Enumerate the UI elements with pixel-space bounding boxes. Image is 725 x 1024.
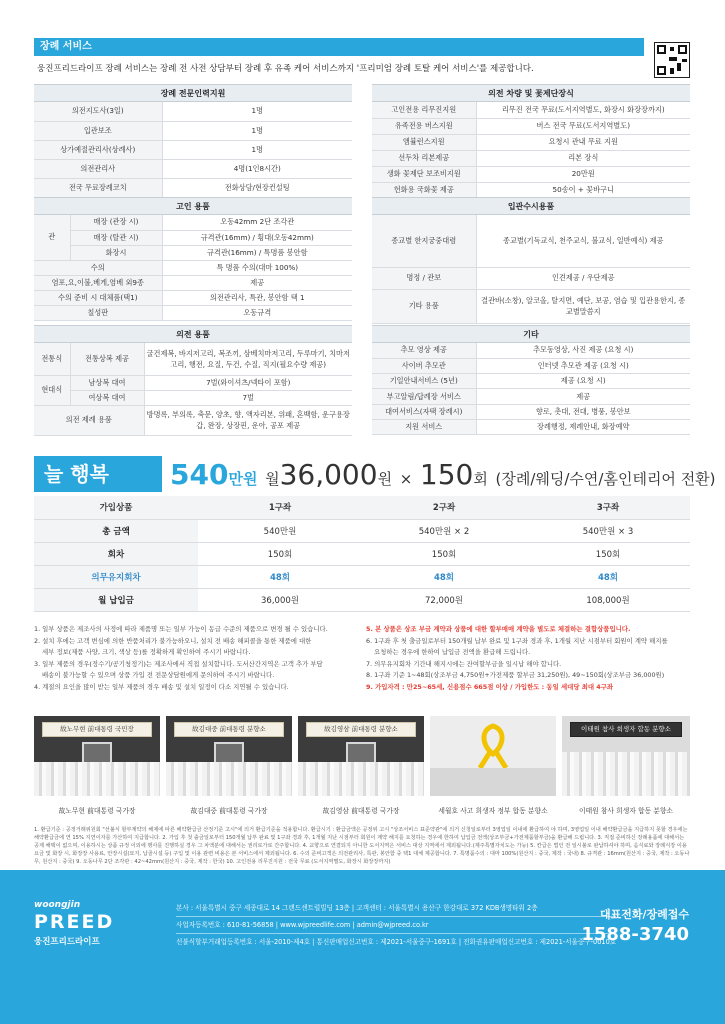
table-row [34,215,352,230]
photo-caption: 故노무현 前대통령 국가장 [58,807,136,815]
row-label: 월 납입금 [34,588,198,611]
table-row [372,358,690,373]
table-row [372,289,690,323]
row-value: 버스 전국 무료(도서지역별도) [476,118,690,134]
note-item: 세부 정보(제품 사양, 크기, 색상 등)를 정확하게 확인하여 주시기 바랍니다. [42,648,251,656]
table-row [34,305,352,320]
row-value: 특 명품 수의(대마 100%) [162,260,352,275]
row-label: 선두차 리본제공 [372,150,476,166]
table-cell: 150회 [526,542,690,565]
row-label: 남상복 대여 [70,375,144,390]
ceremony-header: 의전 용품 [34,325,352,343]
table-row [372,267,690,289]
company-contact[interactable]: 사업자등록번호 : 610-81-56858 | www.wjpreedlife.com | admin@wjpreed.co.kr [176,916,616,933]
row-label: 매장 (관장 시) [70,215,162,230]
section-title-bar [34,38,644,56]
flower-altar [298,762,424,796]
qr-code-icon[interactable] [654,42,690,78]
row-label: 여상복 대여 [70,390,144,405]
row-label: 전통상복 제공 [70,343,144,375]
row-value: 규격관(16mm) / 횡대(오동42mm) [162,230,352,245]
table-cell: 540만원 × 2 [362,519,526,542]
row-label: 생화 꽃제단 보조비지원 [372,166,476,182]
goods-header: 고인 용품 [34,197,352,215]
photo-caption: 이태원 참사 희생자 합동 분향소 [579,807,673,815]
table-row [372,134,690,150]
row-label: 화장시 [70,245,162,260]
group-label: 전통식 [34,343,70,375]
plan-price-line [170,458,716,491]
table-cell: 108,000원 [526,588,690,611]
row-label: 대여서비스(자택 장례시) [372,404,476,419]
row-label: 의전 제례 용품 [34,405,144,435]
photo-caption: 故김대중 前대통령 국가장 [190,807,268,815]
row-value: 리본 장식 [476,150,690,166]
row-value: 7벌 [144,390,352,405]
row-label: 명정 / 관보 [372,267,476,289]
plan-price-unit: 만원 [228,470,258,488]
row-label: 의전지도사(3일) [34,102,162,121]
row-label: 사이버 추모관 [372,358,476,373]
table-row [372,389,690,404]
column-header: 2구좌 [362,496,526,519]
notes-right [366,624,690,693]
plan-times: × [399,470,413,488]
note-item: 5. 본 상품은 상조 부금 계약과 상품에 대한 할부매매 계약을 별도로 체결하는 결합상품입니다. [366,625,631,633]
row-label: 부고알림/답례장 서비스 [372,389,476,404]
table-row [372,343,690,358]
table-cell: 540만원 [198,519,362,542]
etc-header: 기타 [372,325,690,343]
row-label: 헌화용 국화꽃 제공 [372,182,476,198]
row-label: 매장 (탈관 시) [70,230,162,245]
logo-korean: 웅진프리드라이프 [34,937,100,947]
row-value: 의전관리사, 특관, 봉안함 택 1 [162,290,352,305]
row-value: 장례행정, 제례안내, 화장예약 [476,419,690,434]
row-value: 리무진 전국 무료(도서지역별도, 화장시 화장장까지) [476,102,690,118]
photo-caption: 故김영삼 前대통령 국가장 [322,807,400,815]
photo-banner: 故김영삼 前대통령 분향소 [306,722,416,737]
burial-header: 입관수시용품 [372,197,690,215]
table-row [372,215,690,267]
table-row [34,565,690,588]
table-row [34,588,690,611]
flower-altar [166,762,292,796]
row-value: 규격관(16mm) / 특명품 봉안함 [162,245,352,260]
row-label: 수의 [34,260,162,275]
photo-roh-memorial [34,716,160,796]
note-item: 4. 계절의 요인을 많이 받는 일부 제품의 경우 배송 및 설치 일정이 다소 지연될 수 있습니다. [34,682,289,691]
table-row [34,519,690,542]
row-value: 1명 [162,102,352,121]
plan-types: (장례/웨딩/수연/홈인테리어 전환) [495,470,716,488]
plan-monthly-label: 월 [265,470,280,488]
phone-block[interactable] [581,906,689,945]
plan-badge: 늘 행복 [34,456,162,492]
note-item: 요청하는 경우에 한하여 납입금 전액을 환급해 드립니다. [374,648,531,656]
flower-altar [562,752,690,796]
row-value: 방명록, 부의록, 축문, 양초, 향, 액자리본, 위패, 혼백함, 운구용장갑, 완장, 상장핀, 운아, 공포 제공 [144,405,352,435]
table-row [34,102,352,121]
table-cell: 540만원 × 3 [526,519,690,542]
company-registration: 선불식할부거래업등록번호 : 서울-2010-제4호 | 통신판매업신고번호 : 제2021-서울중구-1691호 | 전화권유판매업신고번호 : 제2021-서울중구-0010호 [176,933,616,950]
plan-count-unit: 회 [473,470,488,488]
row-label: 수의 준비 시 대체품(택1) [34,290,162,305]
note-item: 1. 일부 상품은 제조사의 사정에 따라 제품명 또는 일부 가능이 동급 수준의 제품으로 변경 될 수 있습니다. [34,625,328,633]
photo-kimys-memorial [298,716,424,796]
plan-price: 540 [170,458,229,491]
intro-text: 웅진프리드라이프 장례 서비스는 장례 전 사전 상담부터 장례 후 유족 케어 서비스까지 '프리미엄 장례 토탈 케어 서비스'를 제공합니다. [37,64,534,74]
portrait-image [214,742,244,764]
table-row [372,102,690,118]
table-row [34,290,352,305]
company-info [176,900,616,950]
etc-table [372,343,690,435]
plan-monthly-unit: 원 [377,470,393,488]
photo-banner: 이태원 참사 희생자 합동 분향소 [570,722,682,737]
photo-kimdj-memorial [166,716,292,796]
company-logo [34,900,114,947]
row-label: 종교별 한지궁중대렴 [372,215,476,267]
phone-number[interactable]: 1588-3740 [581,924,689,945]
yellow-ribbon-icon [430,716,556,796]
company-address: 본사 : 서울특별시 중구 세종대로 14 그랜드센트럴빌딩 13층 | 고객센터 : 서울특별시 용산구 한강대로 372 KDB생명타워 2층 [176,904,538,912]
note-item: 9. 가입자격 : 만25~65세, 신용점수 665점 이상 / 가입한도 : 동일 세대당 최대 4구좌 [366,682,614,691]
row-value: 1명 [162,140,352,159]
row-label: 총 금액 [34,519,198,542]
table-row [34,542,690,565]
row-value: 인터넷 추모관 제공 (요청 시) [476,358,690,373]
flower-altar [34,762,160,796]
vehicle-header: 의전 차량 및 꽃제단장식 [372,84,690,102]
row-value: 요청시 관내 무료 지원 [476,134,690,150]
plan-monthly: 36,000 [279,458,378,491]
note-item: 6. 1구좌 후 첫 출금일로부터 150개월 납부 완료 및 1구좌 경과 후, 1개월 지난 시점부터 회원이 계약 해지를 [366,636,668,645]
note-item: 8. 1구좌 기준 1~48회(상조부금 4,750원+가전제품 할부금 31,250원), 49~150회(상조부금 36,000원) [366,671,665,679]
photo-itaewon-memorial [562,716,690,796]
row-label: 상가예절관리사(상례사) [34,140,162,159]
note-item: 3. 일부 제품의 경우(정수기/공기청정기)는 제조사에서 직접 설치합니다. 도서산간지역은 고객 추가 부담 [34,659,323,668]
row-value: 4명(1인8시간) [162,159,352,178]
note-item: 배송이 불가능할 수 있으며 상품 가입 전 전문상담원에게 문의하여 주시기 바랍니다. [42,671,275,679]
table-row [34,343,352,375]
row-label: 의무유지회차 [34,565,198,588]
row-value: 결관바(소창), 알코올, 탈지면, 예단, 보공, 염습 및 입관용한지, 종교별말씀지 [476,289,690,323]
table-header-row [34,496,690,519]
logo-main: PREED [34,911,115,933]
table-row [34,245,352,260]
photo-caption: 세월호 사고 희생자 정부 합동 분향소 [438,807,548,815]
row-value: 전화상담/현장컨설팅 [162,178,352,197]
row-label: 기타 용품 [372,289,476,323]
table-row [34,230,352,245]
table-cell: 48회 [362,565,526,588]
row-value: 50송이 + 꽃바구니 [476,182,690,198]
notes-left [34,624,362,693]
table-row [372,374,690,389]
staff-table [34,102,352,198]
row-value: 1명 [162,121,352,140]
column-header: 3구좌 [526,496,690,519]
row-label: 칠성판 [34,305,162,320]
table-row [34,140,352,159]
table-row [372,419,690,434]
table-cell: 48회 [198,565,362,588]
table-row [34,159,352,178]
column-header: 가입상품 [34,496,198,519]
row-value: 20만원 [476,166,690,182]
row-label: 염포,요,이불,베게,염베 외9종 [34,275,162,290]
table-row [372,150,690,166]
burial-table [372,215,690,324]
note-item: 2. 설치 후에는 고객 변심에 의한 반품처리가 불가능하오니, 설치 전 배송 해피콜을 통한 제품에 대한 [34,636,312,645]
logo-top: woongjin [34,900,81,910]
section-title: 장례 서비스 [40,41,92,52]
row-label: 입관보조 [34,121,162,140]
row-value: 인견제공 / 우단제공 [476,267,690,289]
ceremony-table [34,343,352,436]
table-cell: 72,000원 [362,588,526,611]
portrait-image [346,742,376,764]
row-label: 의전관리사 [34,159,162,178]
row-label: 전국 무료장례코치 [34,178,162,197]
goods-table [34,215,352,321]
row-value: 제공 (요청 시) [476,374,690,389]
vehicle-table [372,102,690,199]
table-row [34,178,352,197]
group-label: 현대식 [34,375,70,405]
table-row [34,121,352,140]
plan-table [34,496,690,612]
table-row [372,404,690,419]
row-value: 향로, 촛대, 전대, 병풍, 봉안보 [476,404,690,419]
photo-banner: 故노무현 前대통령 국민장 [42,722,152,737]
row-label: 앰뷸런스지원 [372,134,476,150]
table-cell: 150회 [362,542,526,565]
table-cell: 36,000원 [198,588,362,611]
plan-count: 150 [419,458,474,491]
photo-sewol-memorial [430,716,556,796]
row-label: 고인전용 리무진지원 [372,102,476,118]
plan-summary [34,456,716,492]
table-row [34,405,352,435]
row-label: 기일안내서비스 (5년) [372,374,476,389]
table-row [34,375,352,390]
row-label: 지원 서비스 [372,419,476,434]
row-value: 오동42mm 2단 조각관 [162,215,352,230]
row-label: 회차 [34,542,198,565]
row-label: 추모 영상 제공 [372,343,476,358]
row-value: 제공 [162,275,352,290]
staff-header: 장례 전문인력지원 [34,84,352,102]
table-row [34,275,352,290]
phone-label: 대표전화/장례접수 [599,908,689,921]
table-row [372,166,690,182]
table-row [372,182,690,198]
column-header: 1구좌 [198,496,362,519]
footer [0,870,725,1024]
fine-print: 1. 환급기준 : 공정거래위원회 "선불식 할부계약의 해제에 따른 해약환급금 산정기준 고시"에 의거 환급기준을 적용합니다. 환급시기 : 환급금액은 공정위 고시 "상조서비스 표준약관"에 의거 신청일로부터 3영업일 이내에 환급하여 야 하며, 3영업일 이내 해약환급금을 지급하지 못할 경우에는 해약환급금에 연 15% 지연이자를 가산하여 지급합니다. 2. 가입 후 첫 출금일로부터 150개월 납부 완료 및 1구좌 경과 후, 1개월 지난 시점부터 회원이 계약 해지를 요청하는 경우에 한하여 납입금 전액(상조부금+가전제품할부금)을 환급해 드립니다. 3. 직접 준비하신 장례용품에 대해서는 공제 해택이 없으며, 이용하시는 상품 규정 이외에 행사를 진행하실 경우 그 차액분에 대해서는 권리로가로 간주합니다. 4. 교향으로 연결되지 아니한 도서지역은 서비스 대상 지역에서 제외됩니다.(제주특별자치도는 가능) 5. 칸급은 법인 전 일시불로 완납하셔야 하며, 음식료와 장례식장 이용요금 및 화장 시, 화장장 사용료, 안장시설(묘지, 납골시설 등) 구입 및 이용 관련 비용은 본 서비스에서 제외됩니다. 6. 수의 준비고객은 의전관리사, 특관, 봉안함 중 택1 대체 제공합니다. 7. 특명품수의 : 대마 100%(원산지 : 중국, 제작 : 국내) 8. 규격관 : 16mm(원산지 : 중국, 제작 : 오동나무, 원산지 : 중국) 9. 오동나무 2단 조각관 : 42~42mm(원산지 : 중국, 제작 : 한국) 10. 고인전용 리무진지원 : 전국 무료 (도서지역별도, 화장시 화장장까지) [34,827,690,865]
photo-banner: 故김대중 前대통령 분향소 [174,722,284,737]
row-value: 오동규격 [162,305,352,320]
row-value: 종교별(기독교식, 천주교식, 불교식, 일반예식) 제공 [476,215,690,267]
row-value: 굴건제복, 바지저고리, 복조끼, 삼베치마저고리, 두루마기, 치마저고리, 행전, 요질, 두건, 수질, 직지(필요수량 제공) [144,343,352,375]
portrait-image [82,742,112,764]
row-value: 제공 [476,389,690,404]
row-label: 유족전용 버스지원 [372,118,476,134]
table-cell: 150회 [198,542,362,565]
table-row [34,390,352,405]
table-row [34,260,352,275]
table-cell: 48회 [526,565,690,588]
row-value: 추모동영상, 사진 제공 (요청 시) [476,343,690,358]
table-row [372,118,690,134]
note-item: 7. 의무유지회차 기간내 해지시에는 잔여할부금을 일시납 해야 합니다. [366,659,562,668]
group-label: 관 [34,215,70,260]
row-value: 7벌(와이셔츠/넥타이 포함) [144,375,352,390]
